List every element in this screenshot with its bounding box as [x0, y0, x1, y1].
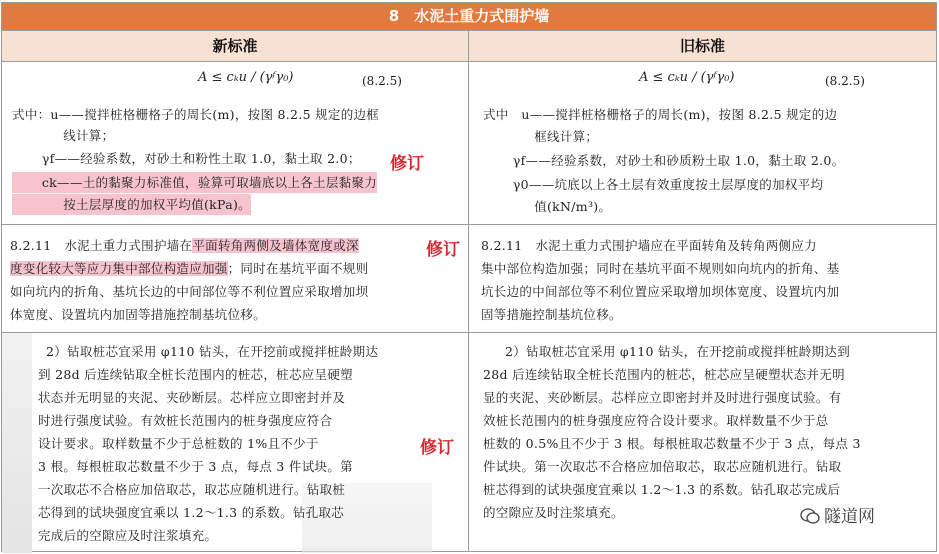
row3-new-cell: [2, 333, 468, 553]
row1-old-cell: [469, 62, 936, 224]
text-line: 到 28d 后连续钻取全桩长范围内的桩芯，桩芯应呈硬塑: [38, 367, 353, 382]
text-line: [10, 258, 368, 279]
text-line: 体宽度、设置坑内加固等措施控制基坑位移。: [10, 307, 267, 322]
revision-label: 修订: [420, 438, 454, 458]
highlighted-text-line: 按土层厚度的加权平均值(kPa)。: [12, 194, 251, 215]
revision-label: 修订: [426, 240, 460, 260]
text-line: 3 根。每根桩取芯数量不少于 3 点，每点 3 件试块。第: [38, 459, 353, 474]
watermark: [800, 502, 875, 527]
text-line: 如向坑内的折角、基坑长边的中间部位等不利位置应采取增加坝: [10, 284, 369, 299]
highlighted-text: 平面转角两侧及墙体宽度或深: [192, 238, 359, 253]
watermark-text: 隧道网: [824, 507, 875, 527]
text-fragment: ；同时在基坑平面不规则: [227, 261, 369, 276]
row1-new-cell: [2, 62, 468, 224]
text-line: 线计算；: [12, 128, 115, 143]
text-fragment: 8.2.11 水泥土重力式围护墙在: [10, 238, 193, 253]
text-line: 固等措施控制基坑位移。: [481, 307, 622, 322]
text-line: 框线计算；: [483, 129, 599, 144]
text-line: 时进行强度试验。有效桩长范围内的桩身强度应符合: [38, 413, 333, 428]
row2-new-cell: [2, 225, 468, 332]
text-line: 芯得到的试块强度宜乘以 1.2～1.3 的系数。钻孔取芯: [38, 505, 345, 520]
text-line: 式中 u——搅拌桩格栅格子的周长(m)，按图 8.2.5 规定的边: [483, 107, 838, 122]
formula: A ≤ cₖu / (γᶠγ₀): [198, 70, 294, 85]
text-line: 值(kN/m³)。: [483, 199, 612, 214]
highlighted-text: 度变化较大等应力集中部位构造应加强: [10, 261, 228, 276]
text-line: 2）钻取桩芯宜采用 φ110 钻头，在开挖前或搅拌桩龄期达到: [505, 344, 851, 359]
comparison-table: [1, 2, 937, 552]
text-line: 状态并无明显的夹泥、夹砂断层。芯样应立即密封并及: [38, 390, 346, 405]
wechat-icon: [800, 507, 820, 525]
text-line: γf——经验系数，对砂土和砂质粉土取 1.0，黏土取 2.0。: [483, 153, 845, 168]
header-new-standard: 新标准: [2, 31, 468, 61]
text-line: γ0——坑底以上各土层有效重度按土层厚度的加权平均: [483, 177, 824, 192]
equation-number: (8.2.5): [362, 74, 402, 88]
row2-old-cell: [469, 225, 936, 332]
text-line: 设计要求。取样数量不少于总桩数的 1%且不少于: [38, 436, 319, 451]
text-line: 坑长边的中间部位等不利位置应采取增加坝体宽度、设置坑内加: [481, 284, 840, 299]
highlighted-text-line: ck——土的黏聚力标准值，验算可取墙底以上各土层黏聚力: [12, 172, 377, 193]
text-line: 集中部位构造加强；同时在基坑平面不规则如向坑内的折角、基: [481, 261, 840, 276]
revision-label: 修订: [390, 154, 424, 174]
text-line: 式中：u——搅拌桩格栅格子的周长(m)，按图 8.2.5 规定的边框: [12, 107, 380, 122]
section-title: 8 水泥土重力式围护墙: [2, 3, 936, 30]
text-line: 2）钻取桩芯宜采用 φ110 钻头，在开挖前或搅拌桩龄期达: [46, 344, 379, 359]
scan-shadow: [2, 333, 32, 553]
text-line: 一次取芯不合格应加倍取芯，取芯应随机进行。钻取桩: [38, 482, 346, 497]
text-line: 效桩长范围内的桩身强度应符合设计要求。取样数量不少于总: [483, 413, 829, 428]
text-line: 件试块。第一次取芯不合格应加倍取芯，取芯应随机进行。钻取: [483, 459, 842, 474]
header-old-standard: 旧标准: [469, 31, 936, 61]
text-line: [10, 235, 359, 256]
equation-number: (8.2.5): [825, 74, 865, 88]
row-divider: [2, 30, 936, 31]
text-line: 显的夹泥、夹砂断层。芯样应立即密封并及时进行强度试验。有: [483, 390, 842, 405]
text-line: 完成后的空隙应及时注浆填充。: [38, 528, 218, 543]
formula: A ≤ cₖu / (γᶠγ₀): [639, 70, 735, 85]
text-line: 28d 后连续钻取全桩长范围内的桩芯，桩芯应呈硬塑状态并无明: [483, 367, 845, 382]
text-line: 桩数的 0.5%且不少于 3 根。每根桩取芯数量不少于 3 点，每点 3: [483, 436, 861, 451]
text-line: 桩芯得到的试块强度宜乘以 1.2～1.3 的系数。钻孔取芯完成后: [483, 482, 841, 497]
text-line: γf——经验系数，对砂土和粉性土取 1.0，黏土取 2.0；: [12, 151, 361, 166]
text-line: 的空隙应及时注浆填充。: [483, 505, 624, 520]
text-line: 8.2.11 水泥土重力式围护墙应在平面转角及转角两侧应力: [481, 238, 817, 253]
